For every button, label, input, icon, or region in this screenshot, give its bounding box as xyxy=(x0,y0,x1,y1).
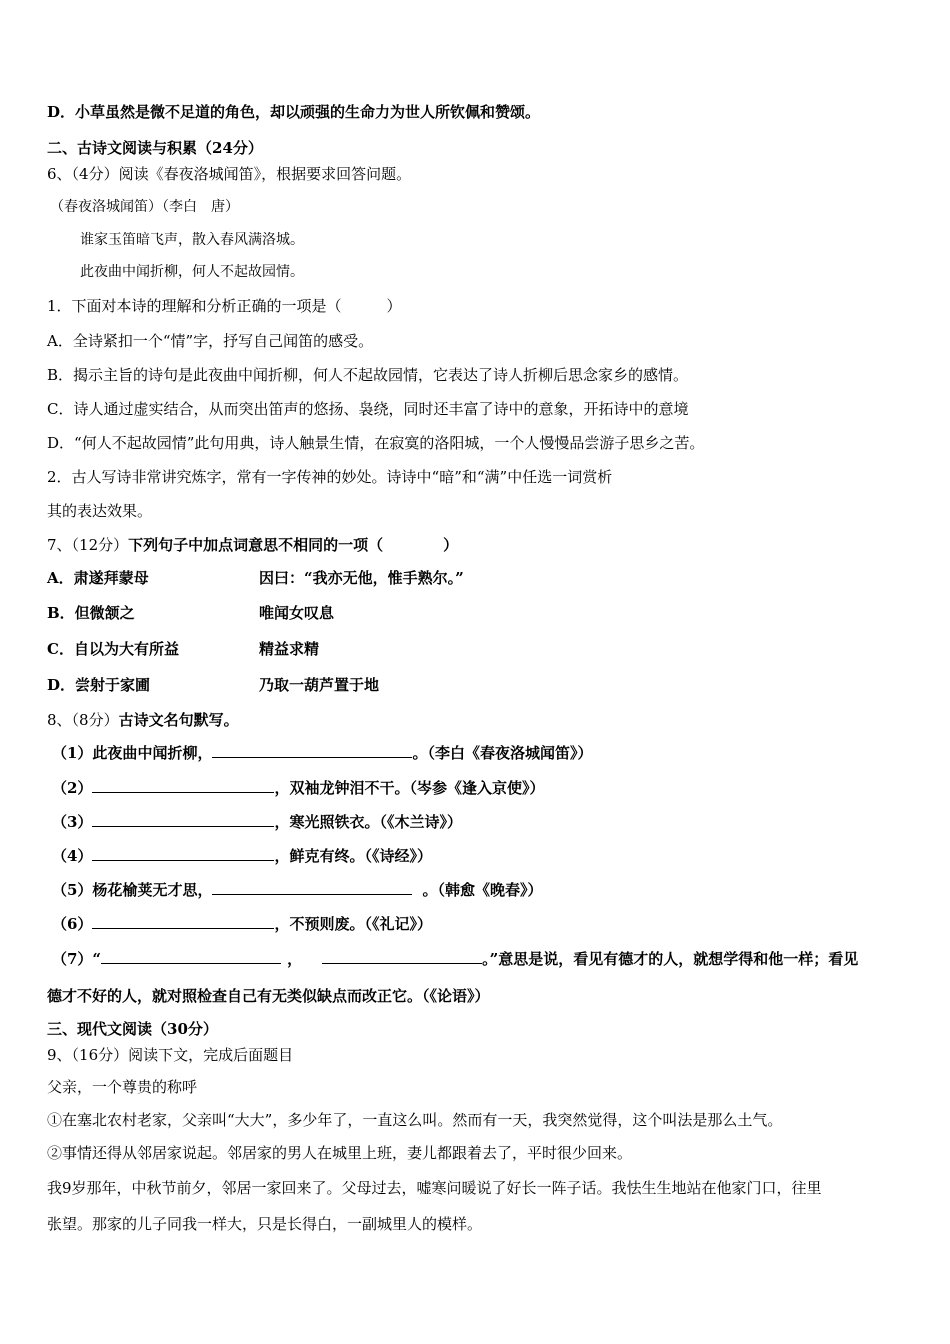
answer-blank[interactable] xyxy=(92,846,274,861)
option-left: C．自以为大有所益 xyxy=(47,640,179,658)
question-6-prompt: 6、（4分）阅读《春夜洛城闻笛》，根据要求回答问题。 xyxy=(47,165,412,183)
option-left: D．尝射于家圃 xyxy=(47,676,151,694)
section-heading-classical: 二、古诗文阅读与积累（24分） xyxy=(47,139,263,157)
question-7-option-row xyxy=(47,568,464,588)
question-6-option-b: B．揭示主旨的诗句是此夜曲中闻折柳，何人不起故园情，它表达了诗人折柳后思念家乡的感情。 xyxy=(47,366,689,384)
answer-blank[interactable] xyxy=(92,812,274,827)
dictation-item-7-cont: 德才不好的人，就对照检查自己有无类似缺点而改正它。（《论语》） xyxy=(47,987,490,1005)
question-8-text: 古诗文名句默写。 xyxy=(118,711,239,729)
question-9-prompt: 9、（16分）阅读下文，完成后面题目 xyxy=(47,1046,294,1064)
question-7-option-row xyxy=(47,603,335,623)
dictation-item-6: （6） ，不预则废。（《礼记》） xyxy=(52,915,432,933)
question-7-option-row xyxy=(47,639,320,659)
question-6-sub-2: 2．古人写诗非常讲究炼字，常有一字传神的妙处。诗诗中“暗”和“满”中任选一词赏析 xyxy=(47,468,613,486)
answer-blank[interactable] xyxy=(92,914,274,929)
question-7-score: 7、（12分） xyxy=(47,536,129,554)
question-7-text: 下列句子中加点词意思不相同的一项（ ） xyxy=(128,536,459,554)
option-d-grass: D．小草虽然是微不足道的角色，却以顽强的生命力为世人所钦佩和赞颂。 xyxy=(47,103,541,121)
answer-blank[interactable] xyxy=(92,778,274,793)
dictation-item-7: （7）“ ， 。”意思是说，看见有德才的人，就想学得和他一样；看见 xyxy=(52,950,859,968)
question-8-prompt xyxy=(47,710,239,730)
answer-blank[interactable] xyxy=(322,949,482,964)
question-6-sub-1: 1．下面对本诗的理解和分析正确的一项是（ ） xyxy=(47,297,402,315)
article-paragraph-2: ②事情还得从邻居家说起。邻居家的男人在城里上班，妻儿都跟着去了，平时很少回来。 xyxy=(47,1144,633,1162)
question-6-option-c: C．诗人通过虚实结合，从而突出笛声的悠扬、袅绕，同时还丰富了诗中的意象，开拓诗中的意境 xyxy=(47,400,689,418)
answer-blank[interactable] xyxy=(212,743,412,758)
answer-blank[interactable] xyxy=(101,949,281,964)
question-8-score: 8、（8分） xyxy=(47,711,119,729)
question-7-option-row xyxy=(47,675,380,695)
question-7-prompt xyxy=(47,535,458,555)
option-right: 唯闻女叹息 xyxy=(259,604,335,622)
option-right: 乃取一葫芦置于地 xyxy=(259,676,380,694)
question-6-option-a: A．全诗紧扣一个“情”字，抒写自己闻笛的感受。 xyxy=(47,332,374,350)
dictation-item-3: （3） ，寒光照铁衣。（《木兰诗》） xyxy=(52,813,462,831)
question-6-sub-2-cont: 其的表达效果。 xyxy=(47,502,153,520)
article-paragraph-3: 我9岁那年，中秋节前夕，邻居一家回来了。父母过去，嘘寒问暖说了好长一阵子话。我怯生生地站在他家门口，往里 xyxy=(47,1179,822,1197)
poem-title: （春夜洛城闻笛）（李白 唐） xyxy=(50,199,239,215)
dictation-item-4: （4） ，鲜克有终。（《诗经》） xyxy=(52,847,432,865)
option-left: A．肃遂拜蒙母 xyxy=(47,569,149,587)
poem-line-1: 谁家玉笛暗飞声，散入春风满洛城。 xyxy=(80,232,304,248)
option-right: 因曰：“我亦无他，惟手熟尔。” xyxy=(259,569,464,587)
article-paragraph-3-cont: 张望。那家的儿子同我一样大，只是长得白，一副城里人的模样。 xyxy=(47,1215,483,1233)
option-right: 精益求精 xyxy=(259,640,320,658)
section-heading-modern: 三、现代文阅读（30分） xyxy=(47,1020,218,1038)
article-paragraph-1: ①在塞北农村老家，父亲叫“大大”，多少年了，一直这么叫。然而有一天，我突然觉得，这个叫法是那么土气。 xyxy=(47,1111,783,1129)
answer-blank[interactable] xyxy=(212,880,412,895)
poem-line-2: 此夜曲中闻折柳，何人不起故园情。 xyxy=(80,264,304,280)
option-left: B．但微颔之 xyxy=(47,604,135,622)
article-title: 父亲，一个尊贵的称呼 xyxy=(47,1078,198,1096)
dictation-item-1: （1）此夜曲中闻折柳， 。（李白《春夜洛城闻笛》） xyxy=(52,744,593,762)
dictation-item-2: （2） ，双袖龙钟泪不干。（岑参《逢入京使》） xyxy=(52,779,545,797)
question-6-option-d: D．“何人不起故园情”此句用典，诗人触景生情，在寂寞的洛阳城，一个人慢慢品尝游子思乡之苦。 xyxy=(47,434,705,452)
dictation-item-5: （5）杨花榆荚无才思， 。（韩愈《晚春》） xyxy=(52,881,543,899)
